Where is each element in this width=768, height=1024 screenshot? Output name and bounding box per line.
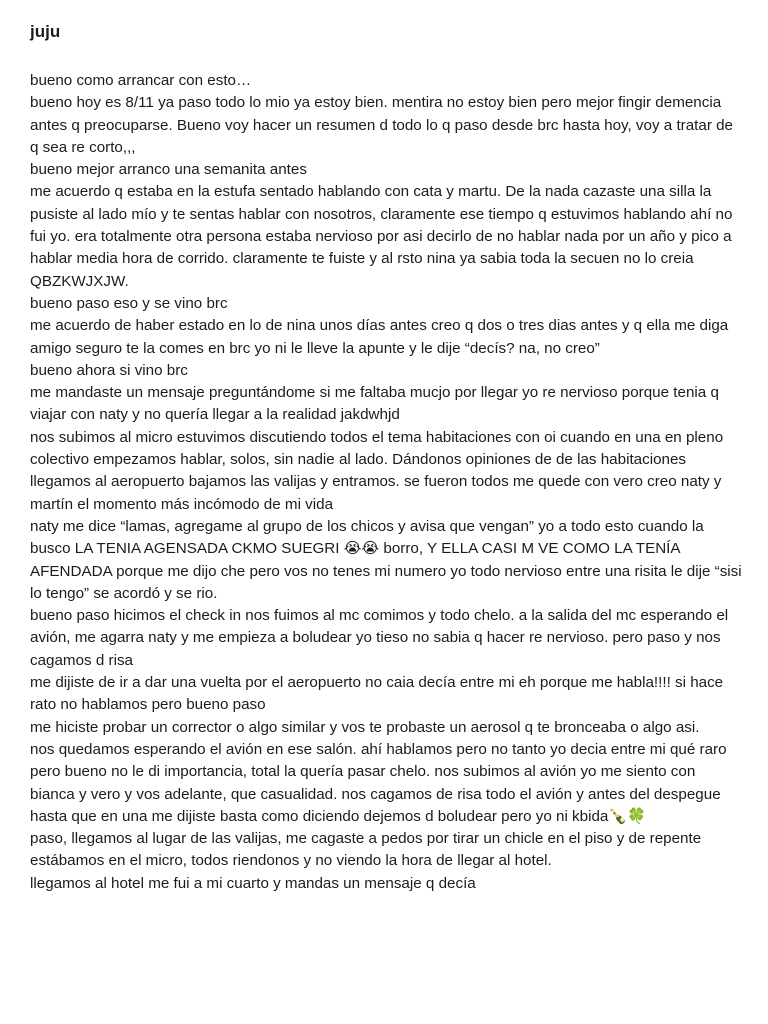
note-line[interactable]: me hiciste probar un corrector o algo similar y vos te probaste un aerosol q te bronceaba o algo asi.: [30, 718, 700, 736]
note-line[interactable]: bueno ahora si vino brc: [30, 361, 188, 379]
note-line[interactable]: me mandaste un mensaje preguntándome si me faltaba mucjo por llegar yo re nervioso porque tenia q viajar con naty y no quería llegar a la realidad jakdwhjd: [30, 384, 719, 424]
note-line[interactable]: bueno paso hicimos el check in nos fuimos al mc comimos y todo chelo. a la salida del mc esperando el avión, me agarra naty y me empieza a boludear yo tieso no sabia q hacer re nervioso. pero paso y nos cagamos d risa: [30, 607, 729, 669]
note-line[interactable]: nos quedamos esperando el avión en ese salón. ahí hablamos pero no tanto yo decia entre mi qué raro pero bueno no le di importancia, total la quería pasar chelo. nos subimos al avión yo me siento con bianca y vero y vos adelante, que casualidad. nos cagamos de risa todo el avión y antes del despegue hasta que en una me dijiste basta como diciendo dejemos d boludear pero yo ni kbida🍾🍀: [30, 740, 727, 825]
note-line[interactable]: nos subimos al micro estuvimos discutiendo todos el tema habitaciones con oi cuando en una en pleno colectivo empezamos hablar, solos, sin nadie al lado. Dándonos opiniones de de las habitaciones: [30, 428, 724, 469]
note-line[interactable]: llegamos al hotel me fui a mi cuarto y mandas un mensaje q decía: [30, 874, 476, 892]
note-line[interactable]: bueno como arrancar con esto…: [30, 72, 252, 89]
note-line[interactable]: bueno paso eso y se vino brc: [30, 294, 228, 312]
note-line[interactable]: me dijiste de ir a dar una vuelta por el aeropuerto no caia decía entre mi eh porque me habla!!!! si hace rato no hablamos pero bueno paso: [30, 674, 724, 714]
note-container[interactable]: [30, 18, 742, 895]
note-body[interactable]: [30, 70, 742, 895]
note-line[interactable]: me acuerdo q estaba en la estufa sentado hablando con cata y martu. De la nada cazaste una silla la pusiste al lado mío y te sentas hablar con nosotros, claramente ese tiempo q estuvimos hablando ahí no fui yo. era totalmente otra persona estaba nervioso por asi decirlo de no hablar nada por un año y pico a hablar media hora de corrido. claramente te fuiste y al rsto nina ya sabia toda la secuen no lo creia QBZKWJXJW.: [30, 183, 733, 290]
note-line[interactable]: bueno hoy es 8/11 ya paso todo lo mio ya estoy bien. mentira no estoy bien pero mejor fingir demencia antes q preocuparse. Bueno voy hacer un resumen d todo lo q paso desde brc hasta hoy, voy a tratar de q sea re corto,,,: [30, 94, 733, 156]
note-line[interactable]: naty me dice “lamas, agregame al grupo de los chicos y avisa que vengan” yo a todo esto cuando la busco LA TENIA AGENSADA CKMO SUEGRI 😭😭 borro, Y ELLA CASI M VE COMO LA TENÍA AFENDADA porque me dijo che pero vos no tenes mi numero yo todo nervioso entre una risita le dije “sisi lo tengo” se acordó y se rio.: [30, 517, 742, 602]
note-line[interactable]: bueno mejor arranco una semanita antes: [30, 161, 307, 179]
note-line[interactable]: llegamos al aeropuerto bajamos las valijas y entramos. se fueron todos me quede con vero creo naty y martín el momento más incómodo de mi vida: [30, 473, 722, 513]
note-line[interactable]: paso, llegamos al lugar de las valijas, me cagaste a pedos por tirar un chicle en el piso y de repente estábamos en el micro, todos riendonos y no viendo la hora de llegar al hotel.: [30, 830, 702, 870]
note-line[interactable]: me acuerdo de haber estado en lo de nina unos días antes creo q dos o tres dias antes y q ella me diga amigo seguro te la comes en brc yo ni le lleve la apunte y le dije “decís? na, no creo”: [30, 317, 729, 357]
note-title[interactable]: juju: [30, 22, 61, 41]
